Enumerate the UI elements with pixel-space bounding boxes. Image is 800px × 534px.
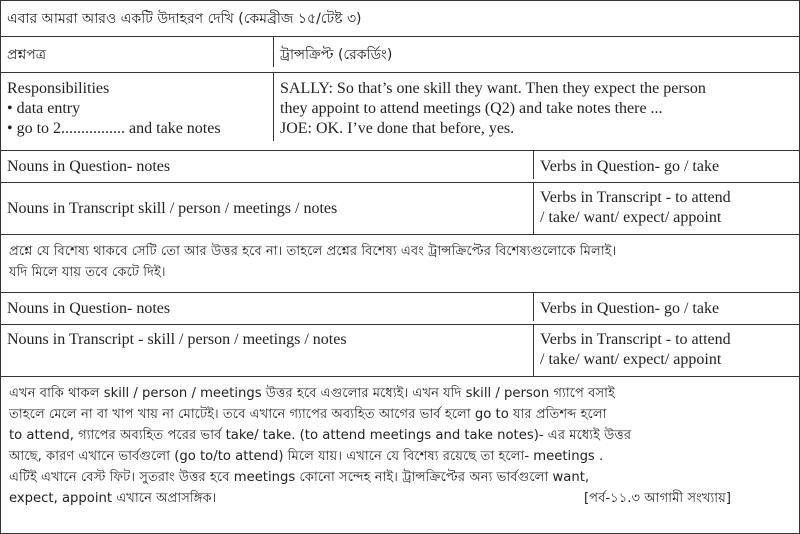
verbs-transcript-line: / take/ want/ expect/ appoint bbox=[540, 209, 722, 226]
responsibilities-heading: Responsibilities bbox=[7, 80, 110, 97]
transcript-line: they appoint to attend meetings (Q2) and take notes there ... bbox=[280, 100, 663, 117]
transcript-line: SALLY: So that’s one skill they want. Then they expect the person bbox=[280, 80, 706, 97]
nouns-in-question: Nouns in Question- notes bbox=[7, 158, 171, 175]
responsibilities-cell bbox=[1, 73, 273, 141]
note-row bbox=[1, 235, 799, 293]
conclusion-line: তাহলে মেলে না বা খাপ খায় না মোটেই। তবে এখানে গ্যাপের অব্যহিত আগের ভার্ব হলো go to যার প্রতিশব্দ হলো bbox=[9, 407, 607, 422]
responsibility-item: • go to 2................ and take notes bbox=[7, 120, 221, 137]
conclusion-line: to attend, গ্যাপের অব্যহিত পরের ভার্ব take/ take. (to attend meetings and take notes)- এর মধ্যেই উত্তর bbox=[9, 428, 632, 443]
transcript-cell bbox=[273, 73, 799, 141]
question-column-label: প্রশ্নপত্র bbox=[7, 47, 47, 63]
verbs-in-question: Verbs in Question- go / take bbox=[533, 293, 799, 321]
conclusion-line: expect, appoint এখানে অপ্রাসঙ্গিক। bbox=[9, 491, 217, 506]
transcript-line: JOE: OK. I’ve done that before, yes. bbox=[280, 120, 515, 137]
verbs-in-transcript bbox=[533, 325, 799, 377]
analysis-row bbox=[1, 293, 799, 325]
conclusion-paragraph bbox=[1, 377, 799, 513]
nouns-in-question: Nouns in Question- notes bbox=[7, 300, 171, 317]
verbs-transcript-line: Verbs in Transcript - to attend bbox=[540, 189, 731, 206]
verbs-in-transcript bbox=[533, 183, 799, 235]
conclusion-line: আছে, কারণ এখানে ভার্বগুলো (go to/to attend) মিলে যায়। এখানে যে বিশেষ্য রয়েছে তা হলো- meetings . bbox=[9, 449, 604, 464]
note-paragraph bbox=[1, 235, 799, 287]
verbs-transcript-line: Verbs in Transcript - to attend bbox=[540, 331, 731, 348]
nouns-in-transcript: Nouns in Transcript skill / person / meetings / notes bbox=[7, 200, 338, 217]
header-row bbox=[1, 1, 799, 37]
conclusion-row bbox=[1, 377, 799, 533]
note-line: যদি মিলে যায় তবে কেটে দিই। bbox=[9, 265, 166, 280]
analysis-row bbox=[1, 325, 799, 377]
page-title: এবার আমরা আরও একটি উদাহরণ দেখি (কেমব্রীজ ১৫/টেষ্ট ৩) bbox=[7, 11, 362, 27]
column-label-row bbox=[1, 37, 799, 73]
verbs-in-question: Verbs in Question- go / take bbox=[533, 151, 799, 179]
continuation-note: [পর্ব-১১.৩ আগামী সংখ্যায়] bbox=[583, 491, 731, 506]
conclusion-line: এখন বাকি থাকল skill / person / meetings উত্তর হবে এগুলোর মধ্যেই। এখন যদি skill / person গ্যাপে বসাই bbox=[9, 386, 615, 401]
content-row bbox=[1, 73, 799, 151]
note-line: প্রশ্নে যে বিশেষ্য থাকবে সেটি তো আর উত্তর হবে না। তাহলে প্রশ্নের বিশেষ্য এবং ট্রান্সক্রিপ্টের বিশেষ্যগুলোকে মিলাই। bbox=[9, 244, 617, 259]
nouns-in-transcript: Nouns in Transcript - skill / person / meetings / notes bbox=[7, 331, 347, 348]
analysis-row bbox=[1, 151, 799, 183]
analysis-row bbox=[1, 183, 799, 235]
responsibility-item: • data entry bbox=[7, 100, 81, 117]
verbs-transcript-line: / take/ want/ expect/ appoint bbox=[540, 351, 722, 368]
transcript-column-label: ট্রান্সক্রিপ্ট (রেকর্ডিং) bbox=[273, 37, 799, 67]
conclusion-last-line bbox=[9, 488, 791, 509]
conclusion-line: এটিই এখানে বেস্ট ফিট। সুতরাং উত্তর হবে meetings কোনো সন্দেহ নাই। ট্রান্সক্রিপ্টের অন্য ভার্বগুলো want, bbox=[9, 470, 590, 485]
